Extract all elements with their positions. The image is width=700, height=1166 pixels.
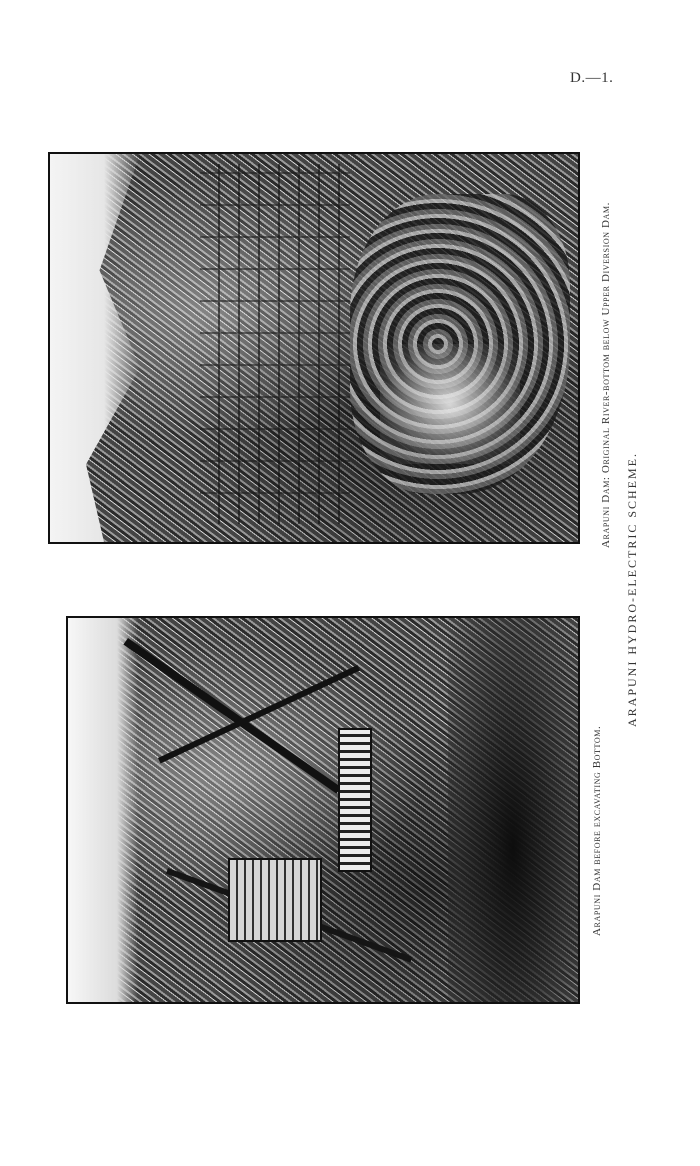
photo-river-bottom [48, 152, 580, 544]
scheme-title: ARAPUNI HYDRO-ELECTRIC SCHEME. [625, 451, 639, 727]
photo-caption-bottom: Arapuni Dam before excavating Bottom. [591, 725, 603, 936]
photo-caption-top: Arapuni Dam: Original River-bottom below Upper Diversion Dam. [600, 202, 612, 548]
photo-dam-before-excavating [66, 616, 580, 1004]
page-reference: D.—1. [570, 70, 614, 86]
